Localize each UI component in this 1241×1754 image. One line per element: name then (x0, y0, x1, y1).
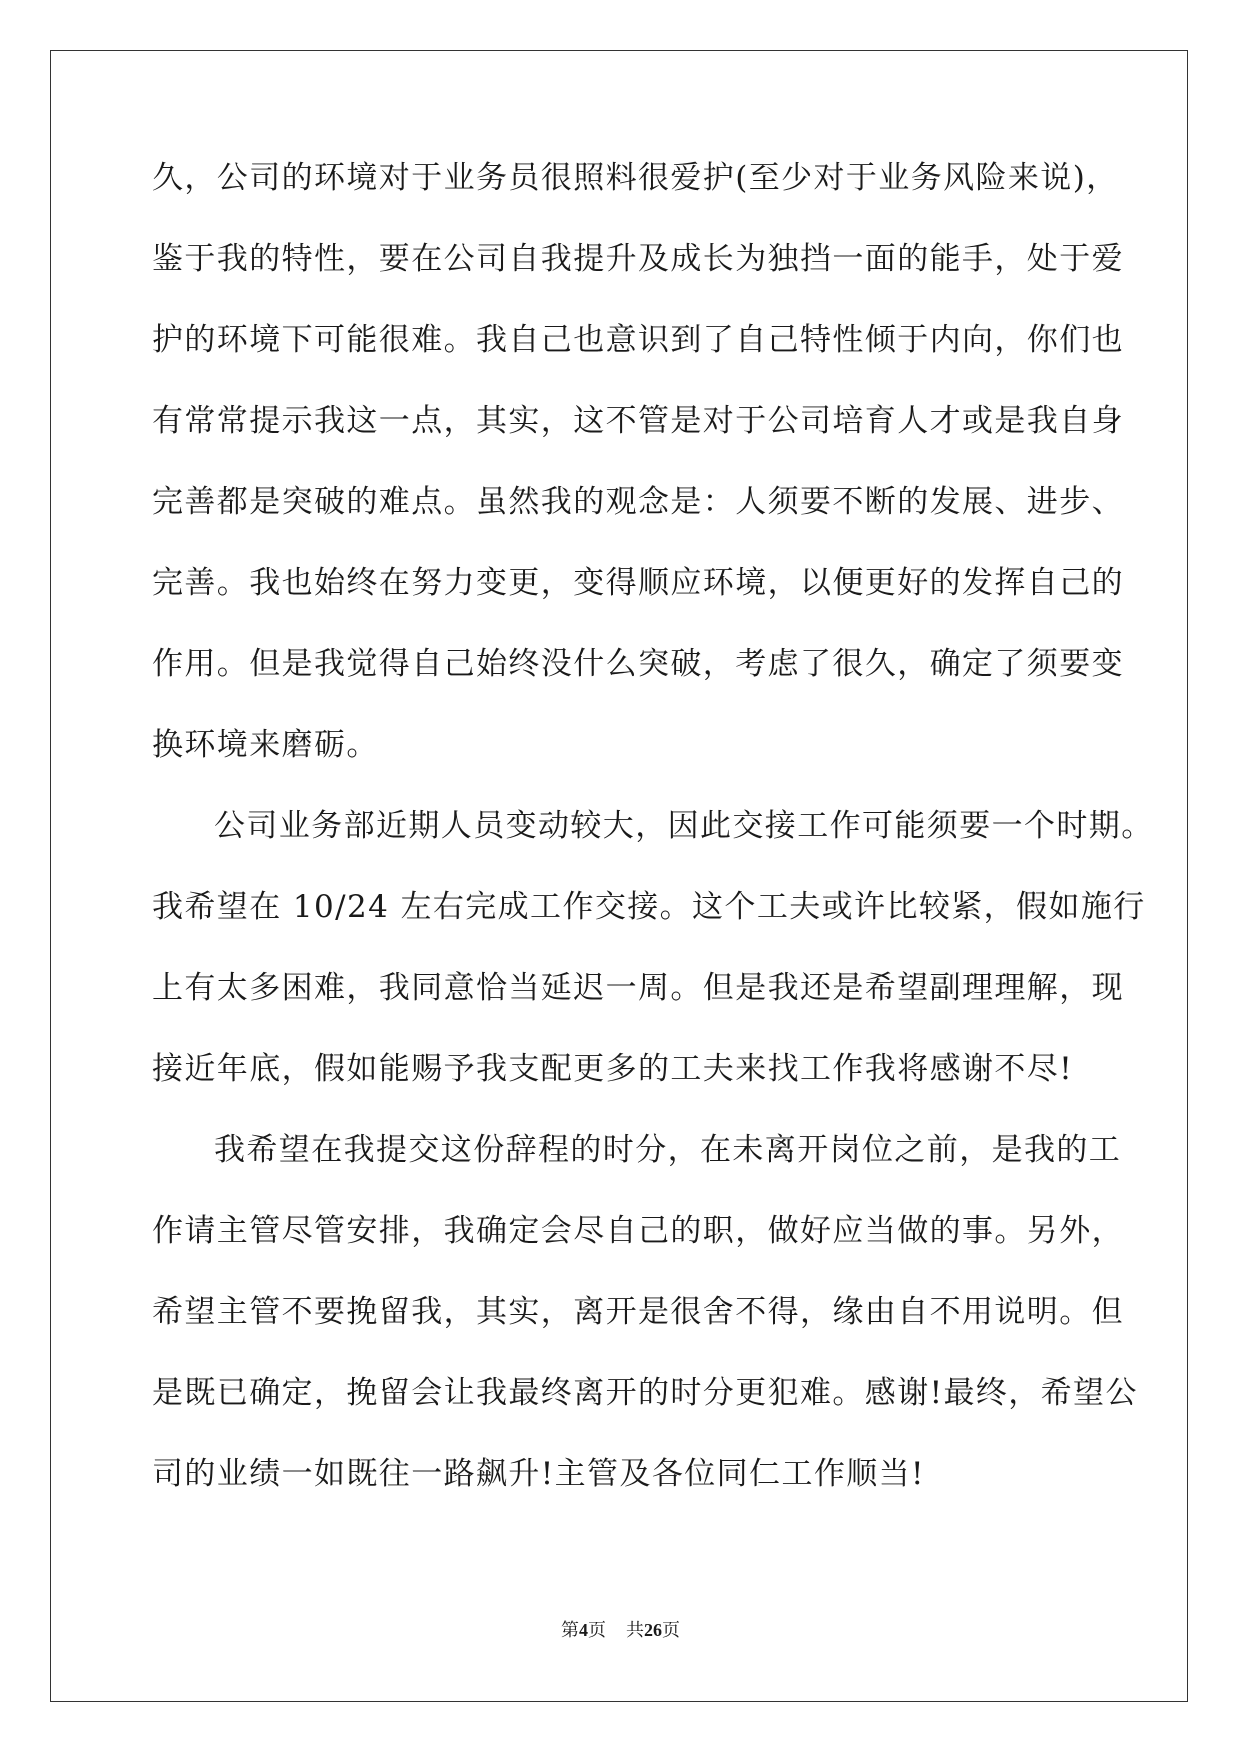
text-line: 作用。但是我觉得自己始终没什么突破，考虑了很久，确定了须要变 (152, 646, 1124, 682)
text-line: 完善都是突破的难点。虽然我的观念是：人须要不断的发展、进步、 (152, 484, 1124, 520)
text-line: 作请主管尽管安排，我确定会尽自己的职，做好应当做的事。另外， (152, 1213, 1124, 1249)
page-footer (0, 1616, 1241, 1642)
total-pages: 26 (644, 1620, 662, 1640)
text-line: 久，公司的环境对于业务员很照料很爱护(至少对于业务风险来说)， (152, 160, 1119, 196)
text-line: 希望主管不要挽留我，其实，离开是很舍不得，缘由自不用说明。但 (152, 1294, 1124, 1330)
text-line: 有常常提示我这一点，其实，这不管是对于公司培育人才或是我自身 (152, 403, 1124, 439)
text-line: 司的业绩一如既往一路飙升!主管及各位同仁工作顺当! (152, 1456, 925, 1492)
text-line: 护的环境下可能很难。我自己也意识到了自己特性倾于内向，你们也 (152, 322, 1124, 358)
paragraph-start-line: 公司业务部近期人员变动较大，因此交接工作可能须要一个时期。 (214, 808, 1154, 844)
text-line: 接近年底，假如能赐予我支配更多的工夫来找工作我将感谢不尽! (152, 1051, 1074, 1087)
total-prefix: 共 (626, 1620, 644, 1640)
text-line: 是既已确定，挽留会让我最终离开的时分更犯难。感谢!最终，希望公 (152, 1375, 1138, 1411)
text-line: 我希望在 10/24 左右完成工作交接。这个工夫或许比较紧，假如施行 (152, 889, 1146, 925)
text-line: 鉴于我的特性，要在公司自我提升及成长为独挡一面的能手，处于爱 (152, 241, 1124, 277)
text-line: 上有太多困难，我同意恰当延迟一周。但是我还是希望副理理解，现 (152, 970, 1124, 1006)
text-line: 完善。我也始终在努力变更，变得顺应环境，以便更好的发挥自己的 (152, 565, 1124, 601)
text-line: 换环境来磨砺。 (152, 727, 379, 763)
paragraph-start-line: 我希望在我提交这份辞程的时分，在未离开岗位之前，是我的工 (214, 1132, 1122, 1168)
total-suffix: 页 (662, 1620, 680, 1640)
document-body (152, 150, 1154, 1527)
page-suffix: 页 (588, 1620, 606, 1640)
page-prefix: 第 (561, 1620, 579, 1640)
page-number: 4 (579, 1620, 588, 1640)
